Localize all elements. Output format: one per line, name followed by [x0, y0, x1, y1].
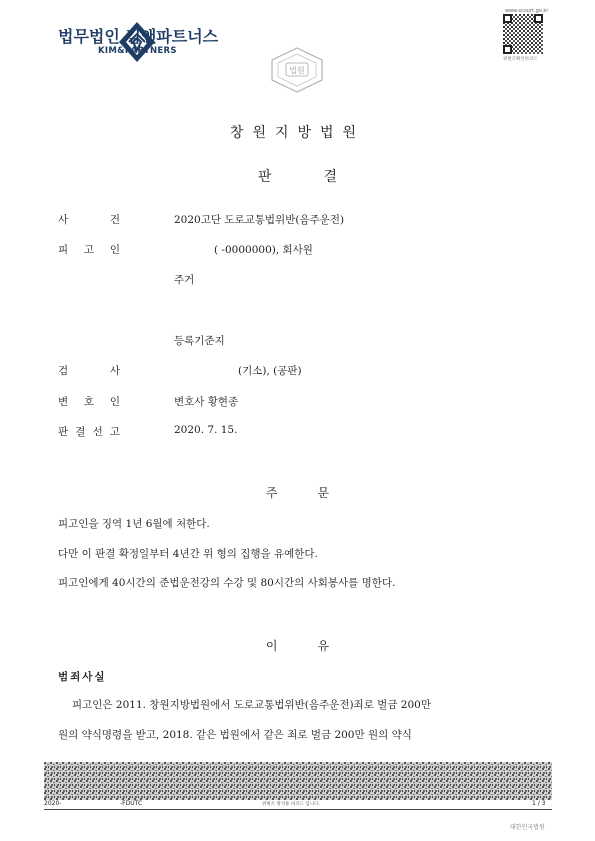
verdict-date-row: [0, 424, 595, 444]
firm-name-korean: 법무법인 김앤파트너스: [58, 27, 219, 46]
address-value: 주거: [174, 274, 195, 286]
page-number: 1 / 3: [532, 800, 546, 807]
case-value: 2020고단 도로교통법위반(음주운전): [174, 214, 345, 226]
reason-heading: 이유: [265, 639, 370, 653]
verdict-date-label: 판 결 선 고: [58, 426, 120, 438]
verification-url: www.scourt.go.kr: [505, 8, 549, 14]
prosecutor-value: (기소), (공판): [238, 365, 302, 377]
anti-forgery-pattern: [44, 762, 552, 800]
verification-caption: 위변조확인바코드: [503, 57, 538, 62]
counsel-row: [0, 394, 595, 414]
counsel-value: 변호사 황현종: [174, 396, 239, 408]
prosecutor-row: [0, 363, 595, 383]
court-seal-icon: [262, 44, 332, 96]
court-footer-mark: 대한민국법원: [510, 824, 545, 831]
reason-line: 원의 약식명령을 받고, 2018. 같은 법원에서 같은 죄로 벌금 200만 원의 약식: [58, 729, 412, 741]
seal-text: 법원: [289, 66, 305, 75]
footer-barcode-note: 위변조 방지용 바코드 입니다.: [262, 802, 320, 807]
order-heading: 주문: [265, 486, 370, 500]
firm-name-english: KIM&PARTNERS: [98, 46, 177, 56]
defendant-value: ( -0000000), 회사원: [214, 244, 313, 256]
address-row: [0, 272, 595, 292]
case-number-row: [0, 212, 595, 232]
document-title: 판결: [257, 169, 390, 185]
footer-case-year: 2020-: [44, 800, 62, 807]
reason-line: 피고인은 2011. 창원지방법원에서 도로교통법위반(음주운전)죄로 벌금 200만: [72, 699, 431, 711]
court-name: 창원지방법원: [229, 125, 366, 141]
verification-qr-code: [503, 14, 543, 54]
footer-divider: [44, 809, 552, 810]
counsel-label: 변 호 인: [58, 396, 120, 408]
defendant-row: [0, 242, 595, 262]
case-label: 사 건: [58, 214, 120, 226]
registry-value: 등록기준지: [174, 335, 225, 347]
verdict-date-value: 2020. 7. 15.: [174, 424, 238, 436]
order-line: 다만 이 판결 확정일부터 4년간 위 형의 집행을 유예한다.: [58, 548, 318, 560]
order-line: 피고인에게 40시간의 준법운전강의 수강 및 80시간의 사회봉사를 명한다.: [58, 577, 396, 589]
prosecutor-label: 검 사: [58, 365, 120, 377]
crime-facts-heading: 범죄사실: [58, 671, 107, 683]
registry-row: [0, 333, 595, 353]
footer-doc-code: -FDUTC: [120, 800, 143, 807]
defendant-label: 피 고 인: [58, 244, 120, 256]
order-line: 피고인을 징역 1년 6월에 처한다.: [58, 518, 210, 530]
